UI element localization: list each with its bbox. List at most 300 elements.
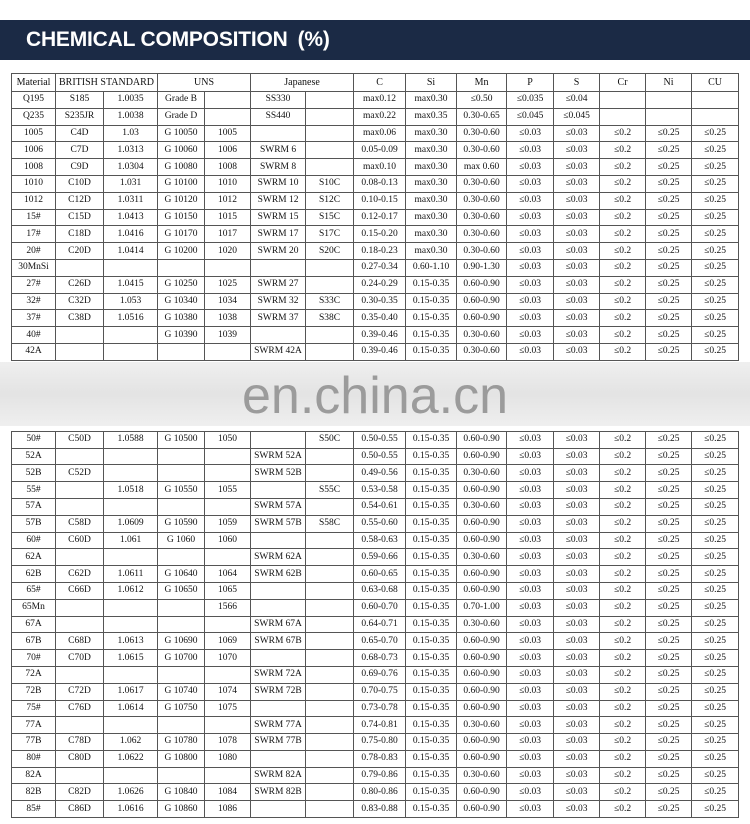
cell-c: 0.24-0.29: [354, 276, 406, 293]
cell-uns-grade: G 10060: [158, 142, 205, 159]
cell-c: 0.53-0.58: [354, 482, 406, 499]
cell-uns-number: [205, 498, 251, 515]
cell-uns-grade: [158, 498, 205, 515]
cell-p: ≤0.03: [507, 801, 554, 818]
cell-uns-number: 1025: [205, 276, 251, 293]
cell-cu: ≤0.25: [692, 482, 739, 499]
cell-jis-sc: [306, 801, 354, 818]
cell-uns-grade: G 10650: [158, 582, 205, 599]
cell-s: ≤0.03: [554, 616, 600, 633]
cell-si: 0.15-0.35: [406, 343, 457, 360]
cell-s: ≤0.03: [554, 243, 600, 260]
cell-uns-grade: G 10120: [158, 192, 205, 209]
table-row: [12, 498, 739, 515]
table-header-row: [12, 74, 739, 92]
cell-jis-sc: S20C: [306, 243, 354, 260]
cell-material: 62A: [12, 549, 56, 566]
table-row: [12, 92, 739, 109]
cell-jis-swrm: SWRM 12: [251, 192, 306, 209]
table-body-bottom: [12, 431, 739, 817]
cell-si: 0.15-0.35: [406, 515, 457, 532]
col-header-ni: Ni: [646, 74, 692, 92]
cell-mn: 0.30-0.60: [457, 142, 507, 159]
cell-cu: ≤0.25: [692, 465, 739, 482]
cell-c: 0.30-0.35: [354, 293, 406, 310]
table-row: [12, 343, 739, 360]
cell-p: ≤0.03: [507, 226, 554, 243]
cell-c: 0.60-0.70: [354, 599, 406, 616]
cell-p: ≤0.03: [507, 599, 554, 616]
cell-uns-number: 1008: [205, 159, 251, 176]
cell-ni: ≤0.25: [646, 448, 692, 465]
cell-jis-swrm: [251, 582, 306, 599]
cell-bs-grade: C80D: [56, 750, 104, 767]
cell-uns-grade: [158, 666, 205, 683]
col-header-p: P: [507, 74, 554, 92]
cell-c: 0.35-0.40: [354, 310, 406, 327]
cell-c: 0.49-0.56: [354, 465, 406, 482]
table-row: [12, 209, 739, 226]
cell-bs-number: [104, 259, 158, 276]
cell-material: 65Mn: [12, 599, 56, 616]
cell-si: max0.30: [406, 243, 457, 260]
cell-s: ≤0.03: [554, 226, 600, 243]
cell-cu: ≤0.25: [692, 276, 739, 293]
cell-jis-sc: [306, 616, 354, 633]
cell-bs-grade: C38D: [56, 310, 104, 327]
cell-material: 1008: [12, 159, 56, 176]
cell-jis-swrm: SWRM 52A: [251, 448, 306, 465]
cell-bs-grade: [56, 767, 104, 784]
cell-ni: ≤0.25: [646, 616, 692, 633]
cell-jis-sc: [306, 566, 354, 583]
cell-cr: [600, 108, 646, 125]
cell-jis-swrm: [251, 482, 306, 499]
cell-p: ≤0.03: [507, 448, 554, 465]
cell-jis-swrm: [251, 327, 306, 344]
cell-material: 65#: [12, 582, 56, 599]
header-banner: [0, 20, 750, 60]
table-row: [12, 448, 739, 465]
cell-cu: ≤0.25: [692, 549, 739, 566]
cell-si: 0.15-0.35: [406, 276, 457, 293]
cell-p: ≤0.035: [507, 92, 554, 109]
cell-bs-grade: C86D: [56, 801, 104, 818]
cell-material: 1005: [12, 125, 56, 142]
cell-s: ≤0.03: [554, 532, 600, 549]
cell-uns-number: 1070: [205, 650, 251, 667]
cell-uns-number: [205, 465, 251, 482]
cell-bs-number: 1.0609: [104, 515, 158, 532]
cell-ni: ≤0.25: [646, 327, 692, 344]
cell-mn: 0.30-0.60: [457, 498, 507, 515]
cell-bs-grade: S185: [56, 92, 104, 109]
cell-s: ≤0.03: [554, 276, 600, 293]
col-header-si: Si: [406, 74, 457, 92]
cell-cu: ≤0.25: [692, 142, 739, 159]
cell-mn: 0.90-1.30: [457, 259, 507, 276]
cell-mn: ≤0.50: [457, 92, 507, 109]
cell-cr: ≤0.2: [600, 431, 646, 448]
cell-si: 0.15-0.35: [406, 650, 457, 667]
cell-cr: ≤0.2: [600, 192, 646, 209]
cell-uns-number: 1055: [205, 482, 251, 499]
table-row: [12, 700, 739, 717]
cell-jis-sc: [306, 259, 354, 276]
cell-s: ≤0.03: [554, 515, 600, 532]
cell-material: 20#: [12, 243, 56, 260]
table-row: [12, 616, 739, 633]
cell-c: max0.10: [354, 159, 406, 176]
cell-si: max0.30: [406, 159, 457, 176]
cell-p: ≤0.03: [507, 125, 554, 142]
cell-jis-swrm: SWRM 72A: [251, 666, 306, 683]
cell-s: ≤0.03: [554, 159, 600, 176]
cell-bs-number: [104, 465, 158, 482]
cell-c: 0.05-0.09: [354, 142, 406, 159]
cell-uns-number: 1566: [205, 599, 251, 616]
cell-uns-number: [205, 343, 251, 360]
cell-jis-sc: S55C: [306, 482, 354, 499]
cell-bs-grade: [56, 549, 104, 566]
cell-c: 0.73-0.78: [354, 700, 406, 717]
cell-ni: ≤0.25: [646, 784, 692, 801]
cell-c: 0.58-0.63: [354, 532, 406, 549]
cell-p: ≤0.03: [507, 159, 554, 176]
cell-s: ≤0.03: [554, 582, 600, 599]
table-row: [12, 192, 739, 209]
col-header-japanese: Japanese: [251, 74, 354, 92]
cell-cu: [692, 108, 739, 125]
cell-c: 0.27-0.34: [354, 259, 406, 276]
cell-uns-number: 1074: [205, 683, 251, 700]
cell-mn: 0.30-0.60: [457, 767, 507, 784]
cell-bs-grade: C4D: [56, 125, 104, 142]
cell-cu: ≤0.25: [692, 666, 739, 683]
cell-uns-grade: [158, 465, 205, 482]
cell-s: ≤0.03: [554, 666, 600, 683]
cell-cr: ≤0.2: [600, 616, 646, 633]
page-title: [26, 28, 330, 52]
cell-s: ≤0.03: [554, 482, 600, 499]
cell-bs-number: [104, 498, 158, 515]
cell-bs-number: 1.0613: [104, 633, 158, 650]
cell-uns-number: 1084: [205, 784, 251, 801]
cell-mn: 0.60-0.90: [457, 750, 507, 767]
cell-ni: ≤0.25: [646, 226, 692, 243]
cell-ni: ≤0.25: [646, 599, 692, 616]
cell-cu: ≤0.25: [692, 192, 739, 209]
cell-mn: 0.30-0.60: [457, 717, 507, 734]
cell-uns-grade: G 10550: [158, 482, 205, 499]
cell-cu: ≤0.25: [692, 784, 739, 801]
cell-bs-grade: C72D: [56, 683, 104, 700]
cell-jis-swrm: SS330: [251, 92, 306, 109]
table-row: [12, 259, 739, 276]
cell-material: 52A: [12, 448, 56, 465]
cell-cr: ≤0.2: [600, 650, 646, 667]
cell-uns-number: 1005: [205, 125, 251, 142]
cell-bs-number: 1.0304: [104, 159, 158, 176]
cell-jis-sc: [306, 683, 354, 700]
cell-bs-number: [104, 448, 158, 465]
cell-uns-number: 1039: [205, 327, 251, 344]
table-row: [12, 175, 739, 192]
cell-s: ≤0.03: [554, 175, 600, 192]
cell-cr: ≤0.2: [600, 717, 646, 734]
cell-uns-number: 1015: [205, 209, 251, 226]
cell-jis-sc: [306, 92, 354, 109]
cell-p: ≤0.03: [507, 566, 554, 583]
cell-bs-number: 1.061: [104, 532, 158, 549]
cell-uns-grade: G 10860: [158, 801, 205, 818]
cell-ni: ≤0.25: [646, 482, 692, 499]
cell-bs-number: [104, 599, 158, 616]
cell-cu: ≤0.25: [692, 293, 739, 310]
cell-ni: ≤0.25: [646, 532, 692, 549]
cell-uns-number: [205, 717, 251, 734]
cell-cr: ≤0.2: [600, 683, 646, 700]
cell-ni: ≤0.25: [646, 465, 692, 482]
cell-jis-swrm: [251, 125, 306, 142]
table-row: [12, 582, 739, 599]
cell-mn: 0.60-0.90: [457, 801, 507, 818]
cell-cu: ≤0.25: [692, 700, 739, 717]
cell-bs-grade: [56, 599, 104, 616]
cell-p: ≤0.03: [507, 767, 554, 784]
cell-c: 0.65-0.70: [354, 633, 406, 650]
cell-uns-number: 1075: [205, 700, 251, 717]
cell-jis-swrm: SWRM 17: [251, 226, 306, 243]
cell-mn: 0.30-0.60: [457, 192, 507, 209]
cell-p: ≤0.03: [507, 431, 554, 448]
cell-cr: ≤0.2: [600, 482, 646, 499]
cell-cu: ≤0.25: [692, 767, 739, 784]
cell-c: 0.08-0.13: [354, 175, 406, 192]
cell-cr: ≤0.2: [600, 801, 646, 818]
cell-ni: ≤0.25: [646, 243, 692, 260]
cell-p: ≤0.03: [507, 549, 554, 566]
cell-jis-swrm: SWRM 77A: [251, 717, 306, 734]
cell-cu: ≤0.25: [692, 125, 739, 142]
cell-si: max0.30: [406, 92, 457, 109]
cell-mn: 0.30-0.60: [457, 549, 507, 566]
cell-s: ≤0.03: [554, 549, 600, 566]
cell-si: 0.15-0.35: [406, 549, 457, 566]
cell-uns-number: [205, 108, 251, 125]
cell-c: 0.50-0.55: [354, 431, 406, 448]
cell-c: 0.54-0.61: [354, 498, 406, 515]
cell-p: ≤0.03: [507, 784, 554, 801]
table-row: [12, 784, 739, 801]
cell-bs-grade: C60D: [56, 532, 104, 549]
cell-mn: 0.60-0.90: [457, 515, 507, 532]
cell-material: 37#: [12, 310, 56, 327]
cell-mn: 0.30-0.60: [457, 465, 507, 482]
cell-cu: ≤0.25: [692, 566, 739, 583]
cell-uns-number: 1010: [205, 175, 251, 192]
cell-bs-grade: [56, 482, 104, 499]
cell-jis-sc: S15C: [306, 209, 354, 226]
cell-cr: ≤0.2: [600, 599, 646, 616]
cell-uns-grade: G 10590: [158, 515, 205, 532]
cell-cr: [600, 92, 646, 109]
cell-cu: ≤0.25: [692, 159, 739, 176]
cell-jis-swrm: [251, 650, 306, 667]
cell-material: 30MnSi: [12, 259, 56, 276]
cell-ni: ≤0.25: [646, 683, 692, 700]
cell-uns-grade: [158, 616, 205, 633]
cell-p: ≤0.045: [507, 108, 554, 125]
cell-jis-sc: [306, 666, 354, 683]
cell-bs-number: 1.0518: [104, 482, 158, 499]
cell-jis-swrm: SS440: [251, 108, 306, 125]
cell-uns-grade: G 10380: [158, 310, 205, 327]
cell-ni: [646, 108, 692, 125]
cell-jis-swrm: SWRM 67A: [251, 616, 306, 633]
cell-mn: 0.30-0.60: [457, 209, 507, 226]
cell-p: ≤0.03: [507, 209, 554, 226]
cell-cu: ≤0.25: [692, 343, 739, 360]
cell-cr: ≤0.2: [600, 700, 646, 717]
cell-bs-number: 1.0415: [104, 276, 158, 293]
cell-bs-grade: [56, 259, 104, 276]
cell-cr: ≤0.2: [600, 582, 646, 599]
cell-jis-sc: [306, 750, 354, 767]
cell-si: 0.15-0.35: [406, 566, 457, 583]
composition-table: [11, 73, 739, 818]
cell-material: Q235: [12, 108, 56, 125]
cell-mn: 0.60-0.90: [457, 683, 507, 700]
cell-s: ≤0.03: [554, 259, 600, 276]
cell-uns-grade: G 10740: [158, 683, 205, 700]
cell-jis-sc: [306, 599, 354, 616]
cell-cr: ≤0.2: [600, 276, 646, 293]
cell-bs-number: [104, 616, 158, 633]
cell-p: ≤0.03: [507, 465, 554, 482]
cell-cu: ≤0.25: [692, 209, 739, 226]
cell-c: 0.55-0.60: [354, 515, 406, 532]
table-row: [12, 633, 739, 650]
cell-uns-grade: G 10640: [158, 566, 205, 583]
cell-uns-grade: G 10390: [158, 327, 205, 344]
table-row: [12, 801, 739, 818]
cell-c: 0.63-0.68: [354, 582, 406, 599]
cell-jis-sc: S12C: [306, 192, 354, 209]
cell-mn: 0.60-0.90: [457, 566, 507, 583]
cell-ni: ≤0.25: [646, 276, 692, 293]
cell-p: ≤0.03: [507, 343, 554, 360]
cell-s: ≤0.03: [554, 343, 600, 360]
cell-cu: ≤0.25: [692, 717, 739, 734]
cell-material: 82B: [12, 784, 56, 801]
cell-uns-number: [205, 549, 251, 566]
cell-jis-swrm: SWRM 57A: [251, 498, 306, 515]
cell-mn: 0.60-0.90: [457, 582, 507, 599]
cell-uns-grade: Grade D: [158, 108, 205, 125]
cell-uns-grade: Grade B: [158, 92, 205, 109]
cell-s: ≤0.04: [554, 92, 600, 109]
cell-uns-number: [205, 92, 251, 109]
cell-bs-grade: C15D: [56, 209, 104, 226]
cell-mn: 0.60-0.90: [457, 310, 507, 327]
cell-si: 0.15-0.35: [406, 700, 457, 717]
cell-mn: 0.60-0.90: [457, 784, 507, 801]
cell-p: ≤0.03: [507, 700, 554, 717]
table-row: [12, 515, 739, 532]
cell-mn: 0.30-0.60: [457, 175, 507, 192]
cell-jis-swrm: SWRM 6: [251, 142, 306, 159]
cell-p: ≤0.03: [507, 515, 554, 532]
cell-jis-sc: [306, 327, 354, 344]
cell-c: 0.74-0.81: [354, 717, 406, 734]
cell-c: 0.69-0.76: [354, 666, 406, 683]
cell-ni: ≤0.25: [646, 549, 692, 566]
cell-jis-swrm: [251, 801, 306, 818]
cell-mn: 0.60-0.90: [457, 700, 507, 717]
cell-jis-sc: [306, 767, 354, 784]
cell-s: ≤0.03: [554, 431, 600, 448]
cell-p: ≤0.03: [507, 192, 554, 209]
cell-cu: ≤0.25: [692, 616, 739, 633]
cell-c: 0.60-0.65: [354, 566, 406, 583]
cell-ni: ≤0.25: [646, 343, 692, 360]
table-row: [12, 650, 739, 667]
cell-p: ≤0.03: [507, 498, 554, 515]
cell-uns-number: 1034: [205, 293, 251, 310]
table-row: [12, 767, 739, 784]
cell-bs-grade: S235JR: [56, 108, 104, 125]
cell-jis-swrm: SWRM 82B: [251, 784, 306, 801]
cell-bs-grade: [56, 717, 104, 734]
cell-c: 0.59-0.66: [354, 549, 406, 566]
cell-bs-number: 1.0612: [104, 582, 158, 599]
cell-uns-grade: G 10050: [158, 125, 205, 142]
cell-bs-number: 1.0035: [104, 92, 158, 109]
table-row: [12, 142, 739, 159]
cell-p: ≤0.03: [507, 276, 554, 293]
cell-jis-sc: [306, 276, 354, 293]
cell-jis-sc: [306, 465, 354, 482]
cell-bs-number: 1.0614: [104, 700, 158, 717]
cell-jis-sc: [306, 784, 354, 801]
cell-si: 0.15-0.35: [406, 767, 457, 784]
cell-ni: ≤0.25: [646, 159, 692, 176]
cell-s: ≤0.03: [554, 310, 600, 327]
cell-ni: ≤0.25: [646, 498, 692, 515]
cell-jis-swrm: [251, 700, 306, 717]
cell-material: 27#: [12, 276, 56, 293]
cell-cr: ≤0.2: [600, 209, 646, 226]
cell-si: 0.15-0.35: [406, 431, 457, 448]
table-row: [12, 465, 739, 482]
cell-cr: ≤0.2: [600, 734, 646, 751]
cell-material: Q195: [12, 92, 56, 109]
cell-mn: 0.60-0.90: [457, 293, 507, 310]
cell-cu: ≤0.25: [692, 515, 739, 532]
col-header-c: C: [354, 74, 406, 92]
title-unit: (%): [297, 28, 330, 51]
cell-cu: ≤0.25: [692, 259, 739, 276]
cell-cr: ≤0.2: [600, 293, 646, 310]
cell-si: max0.30: [406, 125, 457, 142]
cell-cr: ≤0.2: [600, 159, 646, 176]
cell-cu: ≤0.25: [692, 683, 739, 700]
cell-cu: ≤0.25: [692, 431, 739, 448]
cell-uns-grade: G 10840: [158, 784, 205, 801]
cell-cr: ≤0.2: [600, 532, 646, 549]
cell-bs-grade: C76D: [56, 700, 104, 717]
